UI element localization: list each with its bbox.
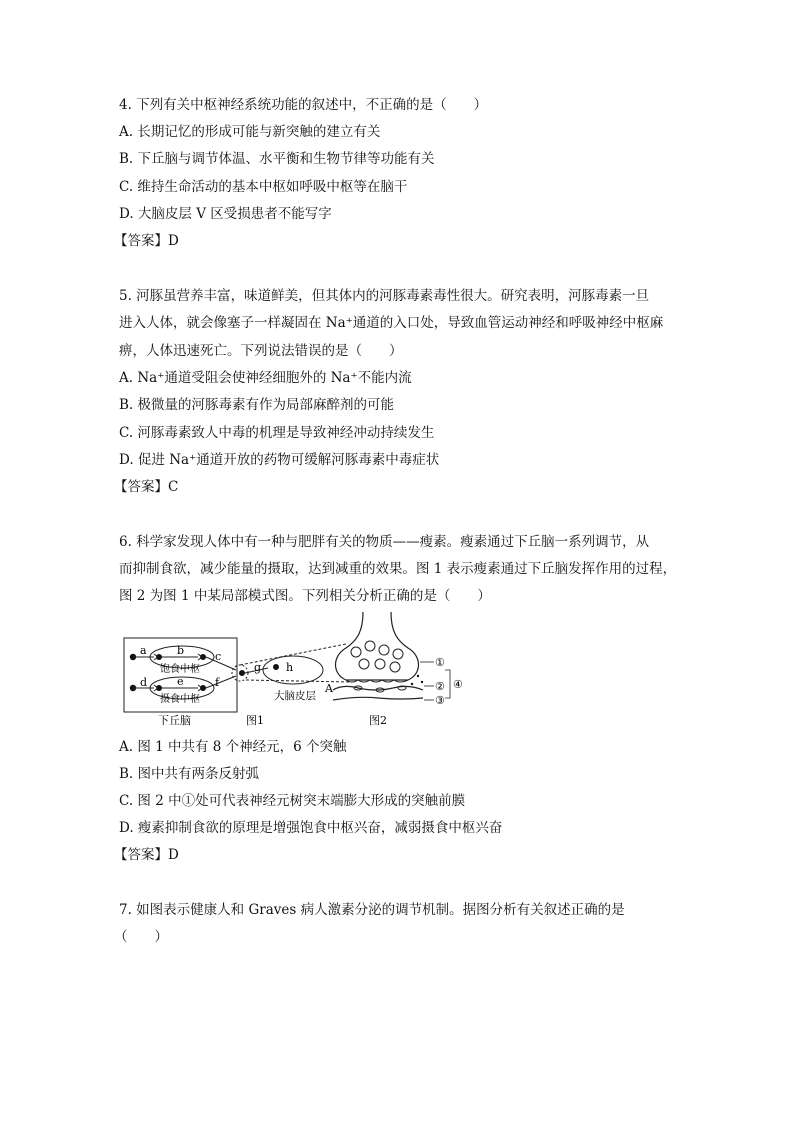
label-circle-3: ③ (435, 694, 445, 707)
label-c: c (215, 650, 222, 663)
vesicle-4 (393, 649, 403, 659)
q4-option-c: C. 维持生命活动的基本中枢如呼吸中枢等在脑干 (119, 179, 408, 195)
label-circle-1: ① (435, 656, 445, 669)
q4-option-a: A. 长期记忆的形成可能与新突触的建立有关 (119, 124, 381, 140)
label-a: a (140, 644, 147, 657)
q5-stem-line-1: 5. 河豚虽营养丰富，味道鲜美，但其体内的河豚毒素毒性很大。研究表明，河豚毒素一旦 (119, 288, 650, 304)
label-satiety-center: 饱食中枢 (160, 664, 200, 675)
label-e: e (177, 675, 184, 688)
neuron-b-dot-left (156, 654, 162, 660)
q5-option-b: B. 极微量的河豚毒素有作为局部麻醉剂的可能 (119, 397, 395, 413)
label-feeding-center: 摄食中枢 (160, 694, 200, 705)
q4-stem: 4. 下列有关中枢神经系统功能的叙述中，不正确的是（ ） (119, 97, 488, 113)
q6-option-c: C. 图 2 中①处可代表神经元树突末端膨大形成的突触前膜 (119, 793, 466, 809)
label-d: d (140, 676, 148, 689)
q5-option-d: D. 促进 Na⁺通道开放的药物可缓解河豚毒素中毒症状 (119, 452, 440, 468)
vesicle-7 (390, 662, 400, 672)
label-A: A (325, 682, 333, 695)
q5-stem-line-3: 痹，人体迅速死亡。下列说法错误的是（ ） (119, 343, 403, 359)
transmitter-dot-3 (421, 681, 423, 683)
brace-4 (445, 670, 450, 698)
axon-f (206, 676, 236, 688)
vesicle-1 (351, 647, 361, 657)
q6-stem-line-1: 6. 科学家发现人体中有一种与肥胖有关的物质——瘦素。瘦素通过下丘脑一系列调节，从 (119, 534, 650, 550)
neuron-e-dot-left (156, 685, 162, 691)
q5-answer: 【答案】C (114, 479, 179, 495)
q6-option-d: D. 瘦素抑制食欲的原理是增强饱食中枢兴奋，减弱摄食中枢兴奋 (119, 820, 503, 836)
q5-option-c: C. 河豚毒素致人中毒的机理是导致神经冲动持续发生 (119, 425, 435, 441)
presynaptic-terminal (336, 612, 419, 680)
q4-option-d: D. 大脑皮层 V 区受损患者不能写字 (119, 206, 332, 222)
q4-option-b: B. 下丘脑与调节体温、水平衡和生物节律等功能有关 (119, 151, 435, 167)
label-circle-2: ② (435, 680, 445, 693)
label-h: h (286, 661, 294, 674)
label-b: b (177, 644, 185, 657)
neuron-g-dot (239, 670, 245, 676)
neuron-h-dot (273, 664, 279, 670)
zoom-line-bottom (246, 680, 350, 682)
vesicle-5 (359, 659, 369, 669)
vesicle-3 (379, 645, 389, 655)
postsynaptic-membrane-bottom (333, 697, 423, 700)
label-f: f (215, 676, 220, 689)
q6-answer: 【答案】D (114, 847, 179, 863)
q7-stem-line-1: 7. 如图表示健康人和 Graves 病人激素分泌的调节机制。据图分析有关叙述正确的是 (119, 902, 625, 918)
label-cortex: 大脑皮层 (274, 690, 316, 702)
neuron-b-dot-right (200, 654, 206, 660)
label-fig1: 图1 (246, 714, 264, 727)
transmitter-dot-2 (411, 683, 413, 685)
vesicle-6 (375, 659, 385, 669)
q7-stem-line-2: （ ） (114, 929, 168, 945)
q5-option-a: A. Na⁺通道受阻会使神经细胞外的 Na⁺不能内流 (119, 370, 412, 386)
transmitter-dot-1 (417, 675, 419, 677)
q6-stem-line-3: 图 2 为图 1 中某局部模式图。下列相关分析正确的是（ ） (119, 588, 491, 604)
vesicle-2 (365, 641, 375, 651)
q6-figure-svg (118, 610, 478, 730)
q6-stem-line-2: 而抑制食欲，减少能量的摄取，达到减重的效果。图 1 表示瘦素通过下丘脑发挥作用的过程， (119, 561, 677, 577)
label-g: g (254, 661, 262, 674)
q6-option-a: A. 图 1 中共有 8 个神经元，6 个突触 (119, 739, 347, 755)
neuron-e-dot-right (200, 685, 206, 691)
q5-stem-line-2: 进入人体，就会像塞子一样凝固在 Na⁺通道的入口处，导致血管运动神经和呼吸神经中枢麻 (119, 315, 664, 331)
q6-figure (118, 610, 478, 730)
q4-answer: 【答案】D (114, 233, 179, 249)
label-circle-4: ④ (453, 678, 463, 691)
label-hypothalamus: 下丘脑 (158, 714, 191, 727)
q6-option-b: B. 图中共有两条反射弧 (119, 766, 260, 782)
label-fig2: 图2 (369, 714, 387, 727)
